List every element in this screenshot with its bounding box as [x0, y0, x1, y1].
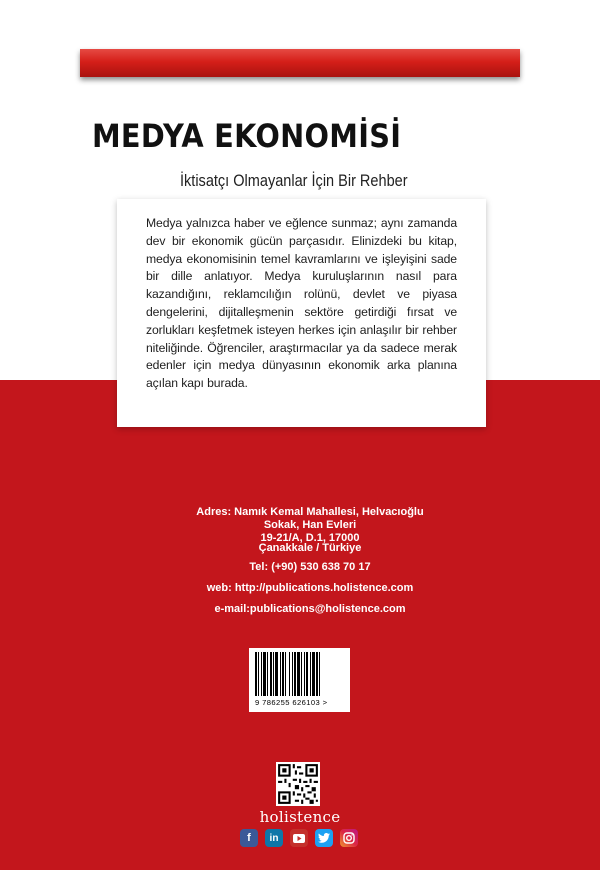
- publisher-phone: Tel: (+90) 530 638 70 17: [249, 561, 371, 573]
- isbn-barcode: [249, 648, 350, 712]
- blurb-text: Medya yalnızca haber ve eğlence sunmaz; aynı zamanda dev bir ekonomik gücün parçasıdır. Elinizdeki bu kitap, medya ekonomisinin temel kavramlarını ve işleyişini sade bir dille anlatıyor. Medya kuruluşlarının nasıl para kazandığını, reklamcılığın rolünü, devlet ve piyasa dengelerini, dijitalleşmenin sektöre getirdiği fırsat ve zorlukları keşfetmek isteyen herkes için anlaşılır bir rehber niteliğinde. Öğrenciler, araştırmacılar ya da sadece merak edenler için medya dünyasının ekonomik arka planına açılan kapı burada.: [146, 216, 457, 391]
- address-line-2: 19-21/A, D.1, 17000: [260, 532, 360, 544]
- linkedin-icon[interactable]: in: [265, 829, 283, 847]
- book-title: MEDYA EKONOMİSİ: [92, 117, 402, 155]
- barcode-bars: [255, 652, 344, 696]
- top-red-bar: [80, 49, 520, 77]
- qr-code-icon: [276, 762, 320, 806]
- publisher-email: e-mail:publications@holistence.com: [214, 603, 406, 615]
- book-subtitle: İktisatçı Olmayanlar İçin Bir Rehber: [180, 172, 408, 190]
- address-line-1: Adres: Namık Kemal Mahallesi, Helvacıoğlu Sokak, Han Evleri: [196, 506, 424, 531]
- publisher-address: [180, 506, 440, 545]
- publisher-city: Çanakkale / Türkiye: [258, 542, 362, 554]
- facebook-icon[interactable]: f: [240, 829, 258, 847]
- twitter-icon[interactable]: [315, 829, 333, 847]
- youtube-icon[interactable]: [290, 829, 308, 847]
- instagram-icon[interactable]: [340, 829, 358, 847]
- blurb-box: [117, 199, 486, 427]
- isbn-number: 9 786255 626103 >: [255, 698, 328, 707]
- social-media-icons: [240, 829, 358, 847]
- publisher-logo-text: holistence: [259, 808, 341, 826]
- publisher-web: web: http://publications.holistence.com: [206, 582, 414, 594]
- barcode-bar: [320, 652, 322, 696]
